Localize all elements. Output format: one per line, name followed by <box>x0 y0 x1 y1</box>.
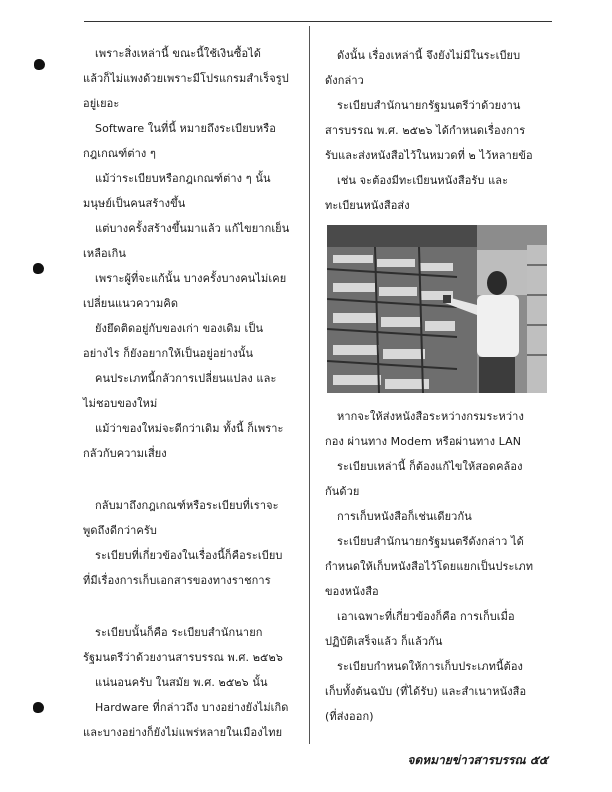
paragraph-line: ไม่ชอบของใหม่ <box>83 397 158 410</box>
punch-hole-mark <box>33 263 44 274</box>
paragraph-line: เพราะสิ่งเหล่านี้ ขณะนี้ใช้เงินซื้อได้ <box>95 47 262 60</box>
paragraph-line: ที่มีเรื่องการเก็บเอกสารของทางราชการ <box>83 574 271 587</box>
paragraph-line: หากจะให้ส่งหนังสือระหว่างกรมระหว่าง <box>337 410 524 423</box>
paragraph-line: Software ในที่นี้ หมายถึงระเบียบหรือ <box>95 122 276 135</box>
column-divider <box>309 26 310 744</box>
paragraph-line: รับและส่งหนังสือไว้ในหมวดที่ ๒ ไว้หลายข้อ <box>325 149 533 162</box>
paragraph-line: คนประเภทนี้กลัวการเปลี่ยนแปลง และ <box>95 372 277 385</box>
paragraph-line: ระเบียบที่เกี่ยวข้องในเรื่องนี้ก็คือระเบียบ <box>95 549 283 562</box>
paragraph-line: กอง ผ่านทาง Modem หรือผ่านทาง LAN <box>325 435 522 448</box>
paragraph-line: อยู่เยอะ <box>83 97 120 110</box>
paragraph-line: รัฐมนตรีว่าด้วยงานสารบรรณ พ.ศ. ๒๕๒๖ <box>83 651 283 664</box>
punch-hole-mark <box>33 702 44 713</box>
punch-hole-mark <box>34 59 45 70</box>
top-rule <box>84 21 552 22</box>
paragraph-line: ดังกล่าว <box>325 74 364 87</box>
paragraph-line: Hardware ที่กล่าวถึง บางอย่างยังไม่เกิด <box>95 701 289 714</box>
right-column <box>325 48 553 734</box>
archive-shelves-image <box>327 225 547 393</box>
paragraph-line: เหลือเกิน <box>83 247 126 260</box>
page-footer: จดหมายข่าวสารบรรณ ๕๕ <box>407 753 548 767</box>
paragraph-line: และบางอย่างก็ยังไม่แพร่หลายในเมืองไทย <box>83 726 283 739</box>
archive-shelves-photo <box>327 225 547 393</box>
paragraph-line: ดังนั้น เรื่องเหล่านี้ จึงยังไม่มีในระเบียบ <box>337 49 521 62</box>
left-column <box>83 46 298 750</box>
paragraph-line: เพราะผู้ที่จะแก้นั้น บางครั้งบางคนไม่เคย <box>95 272 287 285</box>
paragraph-line: สารบรรณ พ.ศ. ๒๕๒๖ ได้กำหนดเรื่องการ <box>325 124 526 137</box>
paragraph-line: ระเบียบสำนักนายกรัฐมนตรีว่าด้วยงาน <box>337 99 521 112</box>
paragraph-line: เอาเฉพาะที่เกี่ยวข้องก็คือ การเก็บเมื่อ <box>337 610 515 623</box>
paragraph-line: ระเบียบกำหนดให้การเก็บประเภทนี้ต้อง <box>337 660 524 673</box>
paragraph-line: เปลี่ยนแนวความคิด <box>83 297 179 310</box>
paragraph-line: กลัวกับความเสี่ยง <box>83 447 167 460</box>
paragraph-line: แม้ว่าระเบียบหรือกฎเกณฑ์ต่าง ๆ นั้น <box>95 172 271 185</box>
paragraph-line: กำหนดให้เก็บหนังสือไว้โดยแยกเป็นประเภท <box>325 560 534 573</box>
paragraph-line: เช่น จะต้องมีทะเบียนหนังสือรับ และ <box>337 174 509 187</box>
paragraph-line: กลับมาถึงกฎเกณฑ์หรือระเบียบที่เราจะ <box>95 499 279 512</box>
paragraph-line: เก็บทั้งต้นฉบับ (ที่ได้รับ) และสำเนาหนังสือ <box>325 685 527 698</box>
paragraph-line: แม้ว่าของใหม่จะดีกว่าเดิม ทั้งนี้ ก็เพราะ <box>95 422 284 435</box>
paragraph-line: ทะเบียนหนังสือส่ง <box>325 199 410 212</box>
paragraph-line: ยังยึดติดอยู่กับของเก่า ของเดิม เป็น <box>95 322 264 335</box>
paragraph-line: ระเบียบสำนักนายกรัฐมนตรีดังกล่าว ได้ <box>337 535 524 548</box>
paragraph-line: มนุษย์เป็นคนสร้างขึ้น <box>83 197 186 210</box>
paragraph-line: (ที่ส่งออก) <box>325 710 374 723</box>
paragraph-line: แน่นอนครับ ในสมัย พ.ศ. ๒๕๒๖ นั้น <box>95 676 268 689</box>
paragraph-line: ปฏิบัติเสร็จแล้ว ก็แล้วกัน <box>325 635 443 648</box>
paragraph-line: ของหนังสือ <box>325 585 379 598</box>
paragraph-line: ระเบียบเหล่านี้ ก็ต้องแก้ไขให้สอดคล้อง <box>337 460 523 473</box>
paragraph-line: ระเบียบนั้นก็คือ ระเบียบสำนักนายก <box>95 626 263 639</box>
paragraph-line: กันด้วย <box>325 485 360 498</box>
paragraph-line: พูดถึงดีกว่าครับ <box>83 524 157 537</box>
paragraph-line: อย่างไร ก็ยังอยากให้เป็นอยู่อย่างนั้น <box>83 347 254 360</box>
paragraph-line: การเก็บหนังสือก็เช่นเดียวกัน <box>337 510 472 523</box>
paragraph-line: แต่บางครั้งสร้างขึ้นมาแล้ว แก้ไขยากเย็น <box>95 222 290 235</box>
paragraph-line: แล้วก็ไม่แพงด้วยเพราะมีโปรแกรมสำเร็จรูป <box>83 72 289 85</box>
paragraph-line: กฎเกณฑ์ต่าง ๆ <box>83 147 156 160</box>
